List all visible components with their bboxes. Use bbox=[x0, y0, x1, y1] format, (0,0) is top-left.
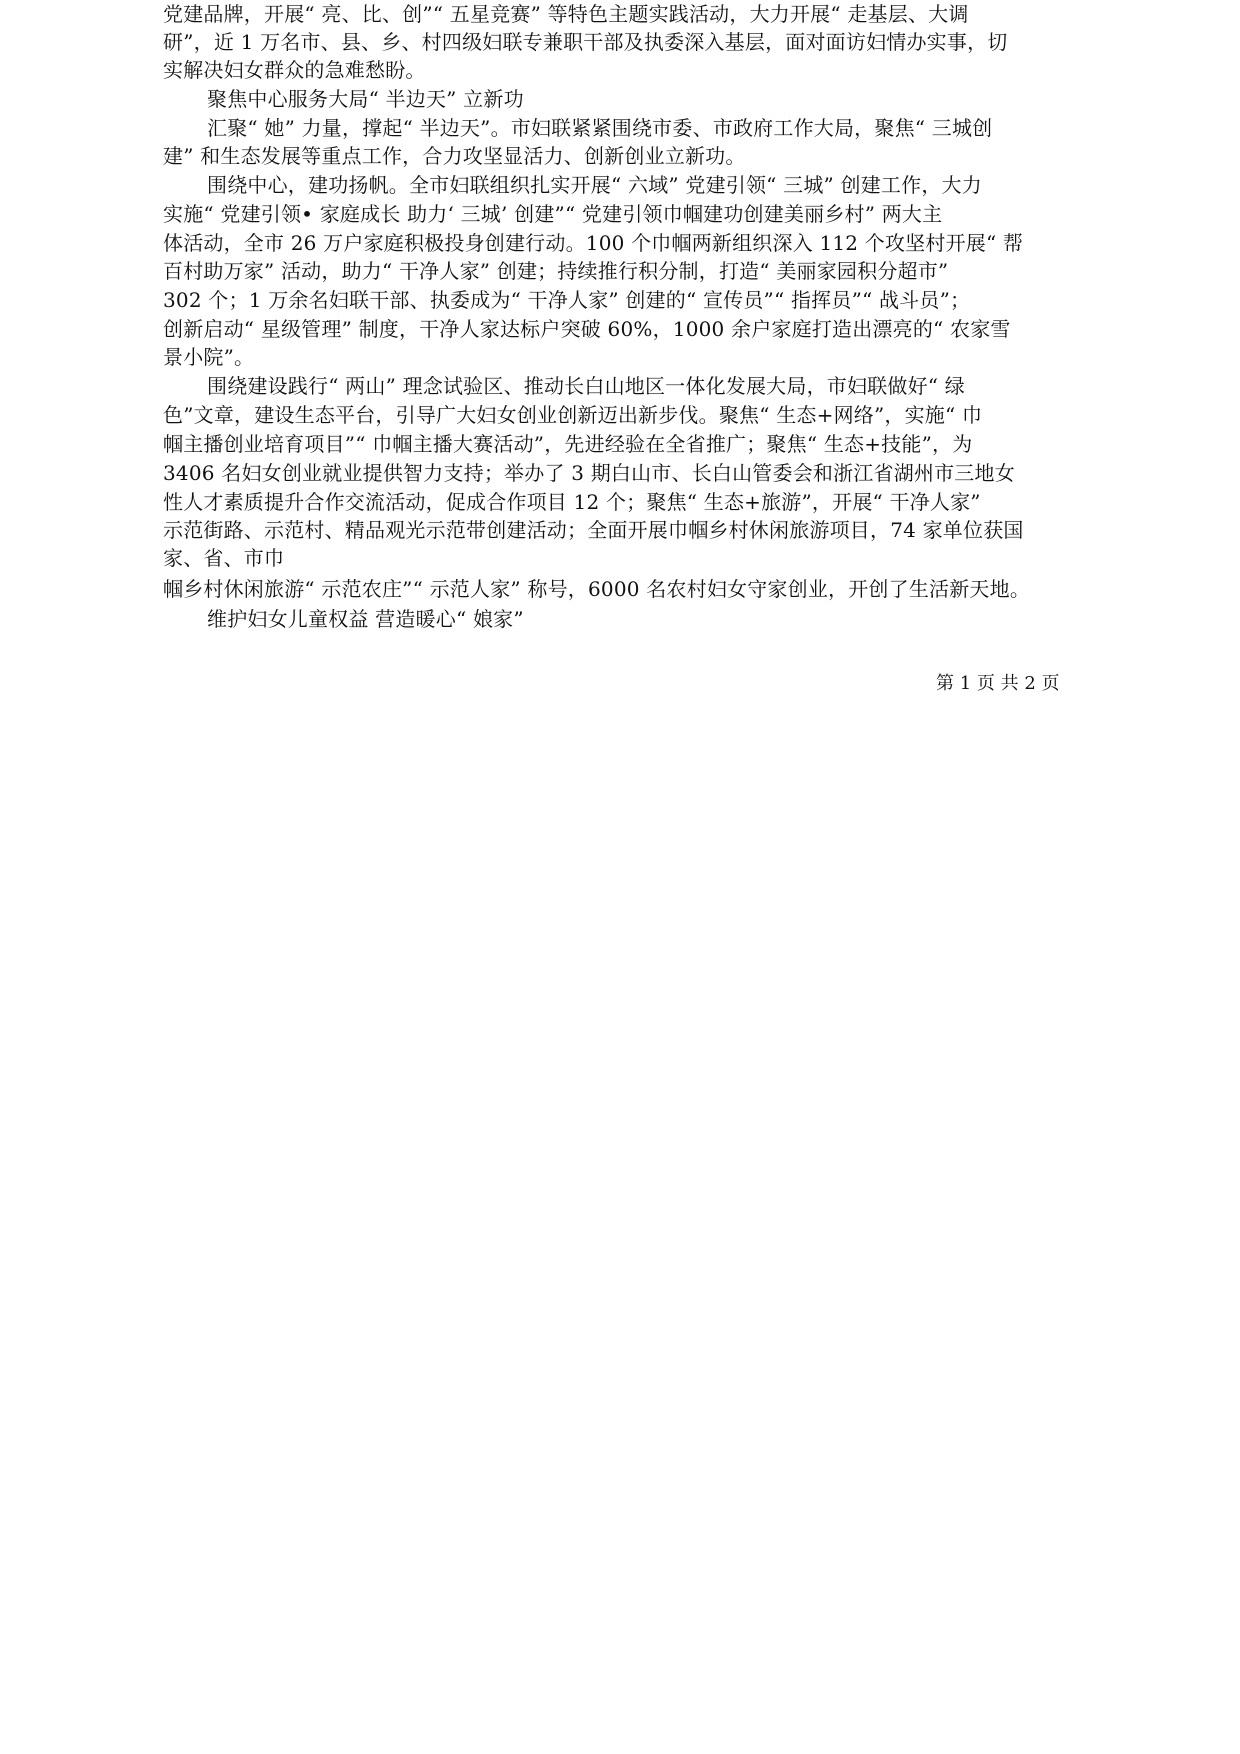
paragraph-line: 家、省、市巾 bbox=[163, 546, 285, 570]
paragraph-line: 建” 和生态发展等重点工作，合力攻坚显活力、创新创业立新功。 bbox=[163, 144, 746, 168]
paragraph-line: 帼主播创业培育项目”“ 巾帼主播大赛活动”，先进经验在全省推广；聚焦“ 生态+技能”，为 bbox=[163, 432, 973, 456]
paragraph-line: 研”，近 1 万名市、县、乡、村四级妇联专兼职干部及执委深入基层，面对面访妇情办实事，切 bbox=[163, 30, 1008, 54]
paragraph-line: 帼乡村休闲旅游“ 示范农庄”“ 示范人家” 称号，6000 名农村妇女守家创业，开创了生活新天地。 bbox=[163, 577, 1031, 601]
paragraph-line: 体活动，全市 26 万户家庭积极投身创建行动。100 个巾帼两新组织深入 112 个攻坚村开展“ 帮 bbox=[163, 231, 1024, 255]
paragraph-line: 汇聚“ 她” 力量，撑起“ 半边天”。市妇联紧紧围绕市委、市政府工作大局，聚焦“ 三城创 bbox=[207, 116, 993, 140]
paragraph-line: 围绕中心，建功扬帆。全市妇联组织扎实开展“ 六域” 党建引领“ 三城” 创建工作，大力 bbox=[207, 173, 982, 197]
paragraph-line: 色”文章，建设生态平台，引导广大妇女创业创新迈出新步伐。聚焦“ 生态+网络”，实施“ 巾 bbox=[163, 403, 983, 427]
paragraph-line: 百村助万家” 活动，助力“ 干净人家” 创建；持续推行积分制，打造“ 美丽家园积分超市” bbox=[163, 259, 949, 283]
page-number-footer: 第 1 页 共 2 页 bbox=[936, 673, 1060, 694]
section-heading: 维护妇女儿童权益 营造暖心“ 娘家” bbox=[207, 607, 524, 631]
paragraph-line: 创新启动“ 星级管理” 制度，干净人家达标户突破 60%，1000 余户家庭打造出漂亮的“ 农家雪 bbox=[163, 317, 1011, 341]
paragraph-line: 示范街路、示范村、精品观光示范带创建活动；全面开展巾帼乡村休闲旅游项目，74 家单位获国 bbox=[163, 518, 1024, 542]
paragraph-line: 围绕建设践行“ 两山” 理念试验区、推动长白山地区一体化发展大局，市妇联做好“ 绿 bbox=[207, 374, 965, 398]
paragraph-line: 景小院”。 bbox=[163, 345, 255, 369]
section-heading: 聚焦中心服务大局“ 半边天” 立新功 bbox=[207, 87, 524, 111]
paragraph-line: 3406 名妇女创业就业提供智力支持；举办了 3 期白山市、长白山管委会和浙江省湖州市三地女 bbox=[163, 461, 1015, 485]
paragraph-line: 实施“ 党建引领• 家庭成长 助力‘ 三城’ 创建”“ 党建引领巾帼建功创建美丽乡村” 两大主 bbox=[163, 202, 943, 226]
paragraph-line: 实解决妇女群众的急难愁盼。 bbox=[163, 58, 426, 82]
paragraph-line: 302 个；1 万余名妇联干部、执委成为“ 干净人家” 创建的“ 宣传员”“ 指挥员”“ 战斗员”； bbox=[163, 288, 971, 312]
paragraph-line: 性人才素质提升合作交流活动，促成合作项目 12 个；聚焦“ 生态+旅游”，开展“ 干净人家” bbox=[163, 490, 981, 514]
paragraph-line: 党建品牌，开展“ 亮、比、创”“ 五星竞赛” 等特色主题实践活动，大力开展“ 走基层、大调 bbox=[163, 2, 969, 26]
